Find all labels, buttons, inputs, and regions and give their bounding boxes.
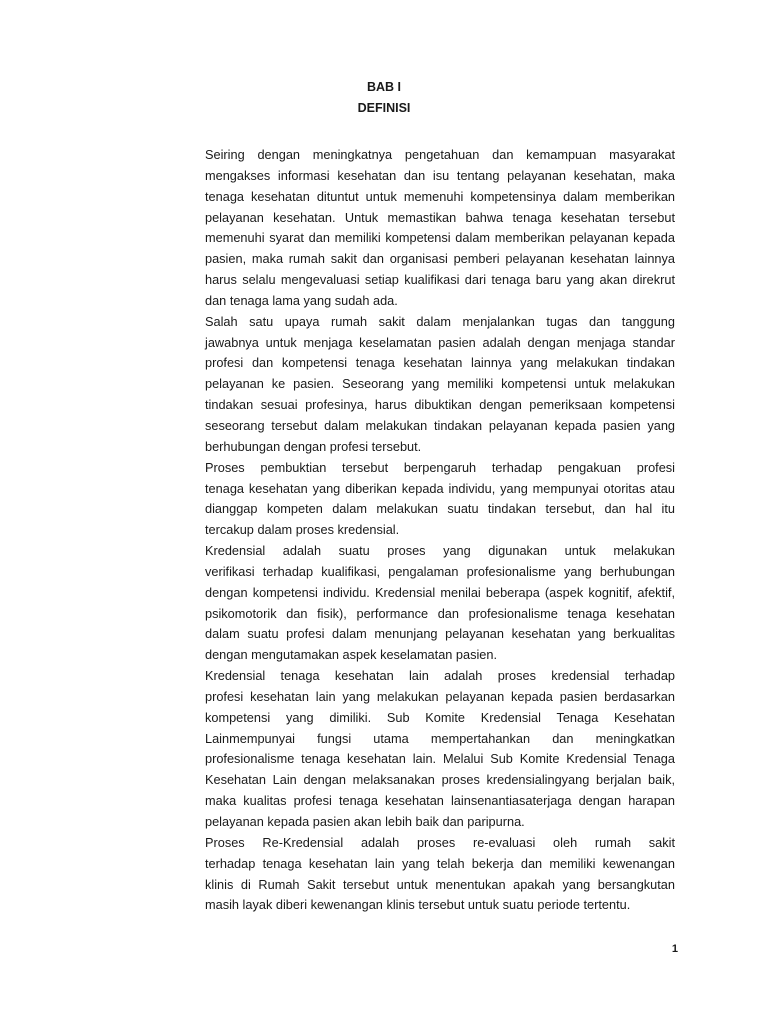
- chapter-label: BAB I: [366, 80, 402, 94]
- text-line: mengakses informasi kesehatan dan isu tentang pelayanan kesehatan, maka: [205, 167, 675, 183]
- paragraph-5: [158, 666, 675, 833]
- text-line: tenaga kesehatan dituntut untuk memenuhi kompetensinya dalam memberikan: [205, 188, 675, 204]
- text-line: Proses Re-Kredensial adalah proses re-evaluasi oleh rumah sakit: [205, 834, 675, 850]
- text-line: jawabnya untuk menjaga keselamatan pasien adalah dengan menjaga standar: [205, 334, 675, 350]
- text-line: masih layak diberi kewenangan klinis tersebut untuk suatu periode tertentu.: [205, 897, 631, 913]
- text-line: memenuhi syarat dan memiliki kompetensi dalam memberikan pelayanan kepada: [205, 230, 675, 246]
- text-line: Kredensial adalah suatu proses yang digunakan untuk melakukan: [205, 543, 675, 559]
- text-line: Lainmempunyai fungsi utama mempertahankan dan meningkatkan: [205, 730, 675, 746]
- text-line: pelayanan kepada pasien akan lebih baik dan paripurna.: [205, 814, 525, 829]
- text-line: Proses pembuktian tersebut berpengaruh terhadap pengakuan profesi: [205, 459, 675, 475]
- text-line: pelayanan ke pasien. Seseorang yang memiliki kompetensi untuk melakukan: [205, 376, 675, 392]
- text-line: seseorang tersebut dalam melakukan tindakan pelayanan kepada pasien yang: [205, 417, 675, 433]
- text-line: harus selalu mengevaluasi setiap kualifikasi dari tenaga baru yang akan direkrut: [205, 272, 675, 288]
- text-line: klinis di Rumah Sakit tersebut untuk menentukan apakah yang bersangkutan: [205, 876, 675, 892]
- text-line: profesi kesehatan lain yang melakukan pelayanan kepada pasien berdasarkan: [205, 688, 675, 704]
- text-line: kompetensi yang dimiliki. Sub Komite Kredensial Tenaga Kesehatan: [205, 709, 675, 725]
- paragraph-6: [158, 833, 675, 916]
- text-line: tercakup dalam proses kredensial.: [205, 522, 400, 538]
- paragraph-2: [158, 312, 675, 458]
- text-line: tenaga kesehatan yang diberikan kepada individu, yang mempunyai otoritas atau: [205, 480, 675, 496]
- text-line: Seiring dengan meningkatnya pengetahuan dan kemampuan masyarakat: [205, 147, 675, 162]
- text-line: dan tenaga lama yang sudah ada.: [205, 292, 398, 308]
- text-line: verifikasi terhadap kualifikasi, pengalaman profesionalisme yang berhubungan: [205, 563, 675, 579]
- text-line: dianggap kompeten dalam melakukan suatu tindakan tersebut, dan hal itu: [205, 501, 675, 517]
- paragraph-3: [158, 458, 675, 541]
- text-line: dalam suatu profesi dalam menunjang pelayanan kesehatan yang berkualitas: [205, 626, 675, 642]
- text-line: pasien, maka rumah sakit dan organisasi pemberi pelayanan kesehatan lainnya: [205, 251, 675, 267]
- text-line: Kesehatan Lain dengan melaksanakan proses kredensialingyang berjalan baik,: [205, 772, 675, 788]
- chapter-title: DEFINISI: [357, 101, 411, 115]
- text-line: dengan mengutamakan aspek keselamatan pasien.: [205, 647, 498, 663]
- text-line: profesionalisme tenaga kesehatan lain. Melalui Sub Komite Kredensial Tenaga: [205, 751, 675, 767]
- body-text: [158, 145, 675, 916]
- text-line: terhadap tenaga kesehatan lain yang telah bekerja dan memiliki kewenangan: [205, 855, 675, 871]
- text-line: profesi dan kompetensi tenaga kesehatan lainnya yang melakukan tindakan: [205, 355, 675, 371]
- text-line: Kredensial tenaga kesehatan lain adalah proses kredensial terhadap: [205, 668, 675, 684]
- page-number: 1: [671, 943, 678, 955]
- text-line: berhubungan dengan profesi tersebut.: [205, 438, 422, 454]
- text-line: pelayanan kesehatan. Untuk memastikan bahwa tenaga kesehatan tersebut: [205, 209, 675, 225]
- text-line: psikomotorik dan fisik), performance dan profesionalisme tenaga kesehatan: [205, 605, 675, 621]
- text-line: dengan kompetensi individu. Kredensial menilai beberapa (aspek kognitif, afektif,: [205, 584, 675, 600]
- text-line: maka kualitas profesi tenaga kesehatan lainsenantiasaterjaga dengan harapan: [205, 793, 675, 809]
- text-line: tindakan sesuai profesinya, harus dibuktikan dengan pemeriksaan kompetensi: [205, 397, 675, 413]
- paragraph-4: [158, 541, 675, 666]
- paragraph-1: [158, 145, 675, 312]
- text-line: Salah satu upaya rumah sakit dalam menjalankan tugas dan tanggung: [205, 313, 675, 329]
